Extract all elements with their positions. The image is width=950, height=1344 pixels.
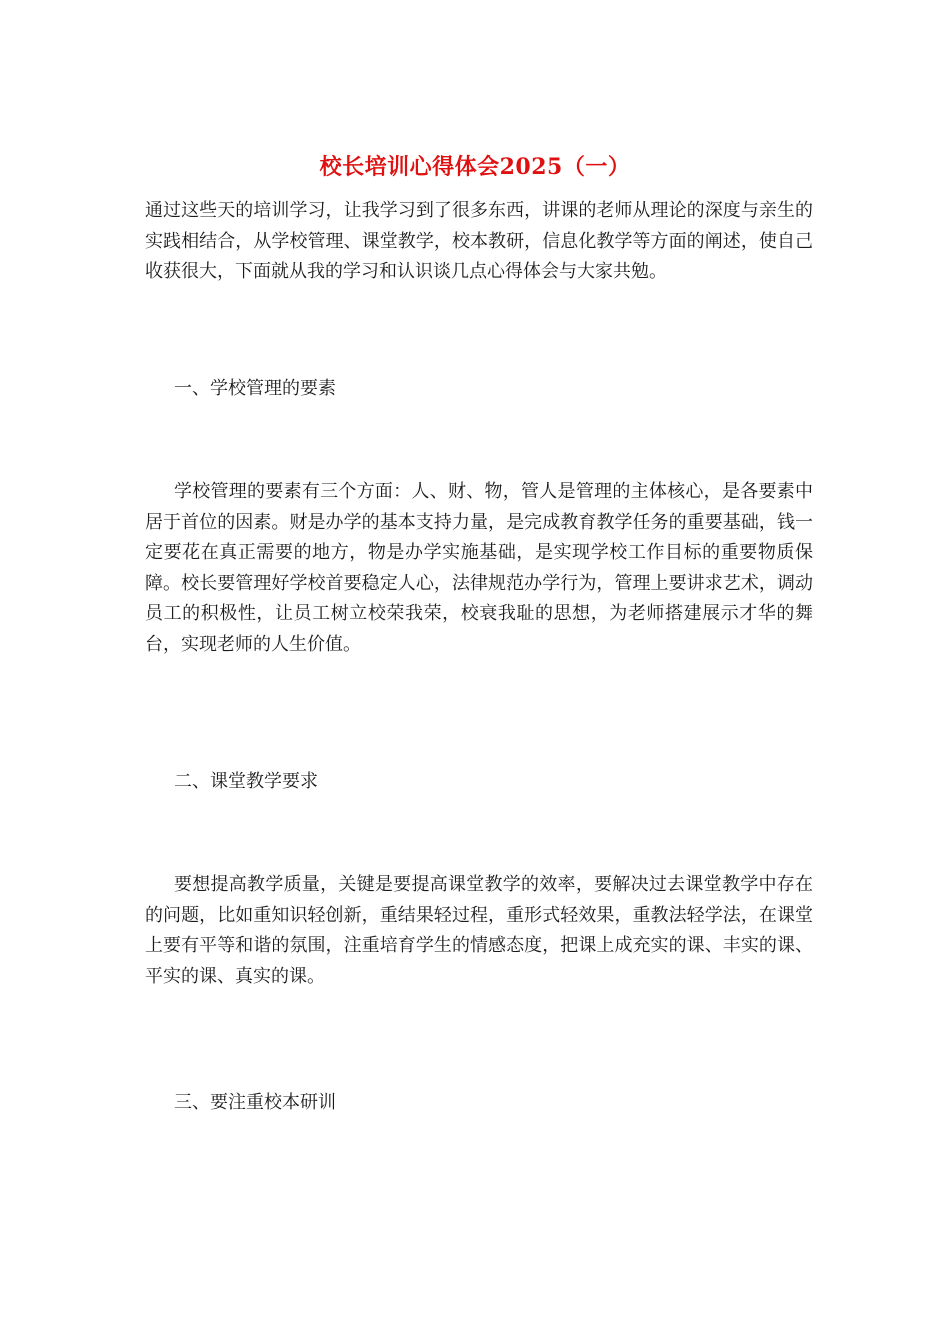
section-body-1: 学校管理的要素有三个方面：人、财、物，管人是管理的主体核心，是各要素中居于首位的因素。财是办学的基本支持力量，是完成教育教学任务的重要基础，钱一定要花在真正需要的地方，物是办学实施基础，是实现学校工作目标的重要物质保障。校长要管理好学校首要稳定人心，法律规范办学行为，管理上要讲求艺术，调动员工的积极性，让员工树立校荣我荣，校衰我耻的思想，为老师搭建展示才华的舞台，实现老师的人生价值。 xyxy=(145,481,813,655)
section-heading-3: 三、要注重校本研训 xyxy=(174,1092,336,1113)
section-body-2: 要想提高教学质量，关键是要提高课堂教学的效率，要解决过去课堂教学中存在的问题，比如重知识轻创新，重结果轻过程，重形式轻效果，重教法轻学法，在课堂上要有平等和谐的氛围，注重培育学生的情感态度，把课上成充实的课、丰实的课、平实的课、真实的课。 xyxy=(145,874,813,987)
section-heading-2: 二、课堂教学要求 xyxy=(174,771,318,792)
section-heading-1: 一、学校管理的要素 xyxy=(174,378,336,399)
document-title: 校长培训心得体会2025（一） xyxy=(319,154,631,180)
intro-paragraph: 通过这些天的培训学习，让我学习到了很多东西，讲课的老师从理论的深度与亲生的实践相结合，从学校管理、课堂教学，校本教研，信息化教学等方面的阐述，使自己收获很大，下面就从我的学习和认识谈几点心得体会与大家共勉。 xyxy=(145,200,813,283)
